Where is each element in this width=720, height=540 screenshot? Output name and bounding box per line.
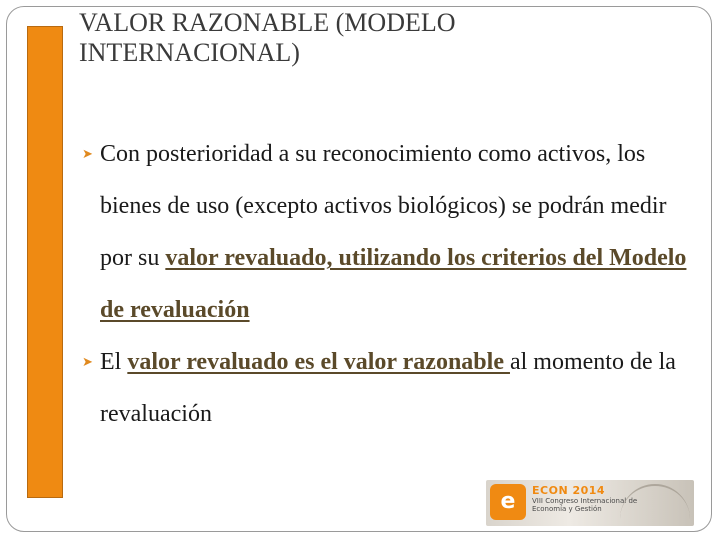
slide-title: VALOR RAZONABLE (MODELO INTERNACIONAL) xyxy=(79,8,456,67)
bullet-2-text-b: al momento de la revaluación xyxy=(100,349,676,427)
arch-graphic-icon xyxy=(620,484,690,524)
bullet-1-highlight: valor revaluado, utilizando los criterios del Modelo de revaluación xyxy=(100,245,687,323)
bullet-item-1 xyxy=(84,128,694,336)
bullet-2-text-a: El xyxy=(100,349,128,375)
econ-logo xyxy=(486,480,694,526)
bullet-item-2 xyxy=(84,336,694,440)
bullet-arrow-icon: ➤ xyxy=(82,354,93,369)
econ-logo-badge: e xyxy=(490,484,526,520)
bullet-list xyxy=(84,128,694,440)
bullet-2-highlight: valor revaluado es el valor razonable xyxy=(127,349,510,375)
bullet-arrow-icon: ➤ xyxy=(82,146,93,161)
econ-logo-title: ECON 2014 xyxy=(532,484,606,497)
econ-logo-subtitle: VIII Congreso Internacional de Economía y Gestión xyxy=(532,497,638,513)
accent-bar xyxy=(27,26,63,498)
bullet-1-text-a: Con posterioridad a su reconocimiento como activos, los bienes de uso (excepto activos biológicos) se podrán medir por su xyxy=(100,141,667,271)
